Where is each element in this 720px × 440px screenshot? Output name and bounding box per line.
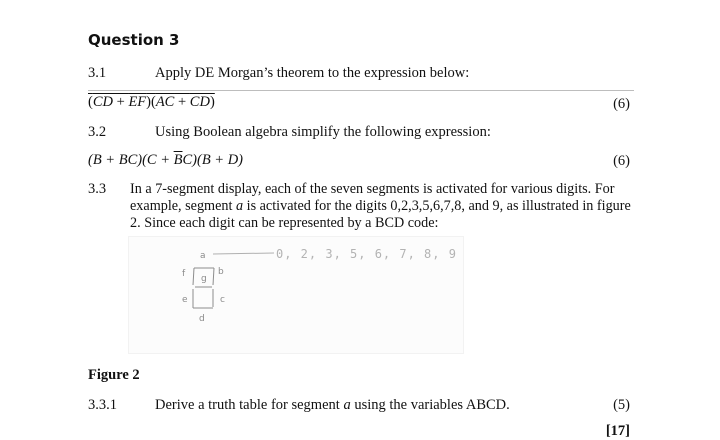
segment-f-stroke (193, 268, 194, 285)
term-ac-bar: AC (155, 94, 175, 110)
q32-instruction: Using Boolean algebra simplify the following expression: (155, 124, 491, 140)
term-ef: EF (128, 94, 147, 110)
q33-paragraph: In a 7-segment display, each of the seven segments is activated for various digits. For example, segment a is activated for the digits 0,2,3,5,6,7,8, and 9, as illustrated in figure 2. Since each digit can be represented by a BCD code: (130, 181, 631, 231)
figure-2-image (128, 236, 464, 354)
label-seg-f: f (182, 269, 186, 279)
q31-marks: (6) (613, 96, 630, 112)
question-title: Question 3 (88, 31, 180, 49)
digit-sequence: 0, 2, 3, 5, 6, 7, 8, 9 (276, 247, 457, 261)
q32-number: 3.2 (88, 124, 107, 140)
label-seg-b: b (218, 267, 224, 277)
q331-text: Derive a truth table for segment a using the variables ABCD. (155, 397, 510, 413)
term-cd: CD (92, 94, 113, 110)
var-a: a (343, 397, 351, 413)
term-b-bar: $\overline{B}$ (173, 152, 183, 168)
q331-marks: (5) (613, 397, 630, 413)
figure-caption: Figure 2 (88, 367, 140, 383)
segment-b-stroke (213, 268, 214, 285)
q31-number: 3.1 (88, 65, 107, 81)
label-seg-e: e (182, 295, 188, 305)
q32-expression: $(B + BC)(C + \overline{B}C)(B + D)$ (88, 152, 244, 168)
q32-marks: (6) (613, 153, 630, 169)
label-seg-c: c (220, 295, 225, 305)
total-marks: [17] (605, 423, 630, 439)
label-seg-a: a (200, 251, 206, 261)
pointer-line (213, 253, 274, 254)
var-a: a (235, 198, 244, 214)
label-seg-d: d (199, 314, 205, 324)
q31-divider (88, 90, 634, 91)
q33-number: 3.3 (88, 181, 107, 197)
q31-expression: (CD + EF)(AC + CD) (88, 94, 215, 110)
q331-number: 3.3.1 (88, 397, 117, 413)
q31-instruction: Apply DE Morgan’s theorem to the expression below: (155, 65, 470, 81)
term-cd-bar: CD (189, 94, 210, 110)
label-seg-g: g (201, 274, 207, 284)
